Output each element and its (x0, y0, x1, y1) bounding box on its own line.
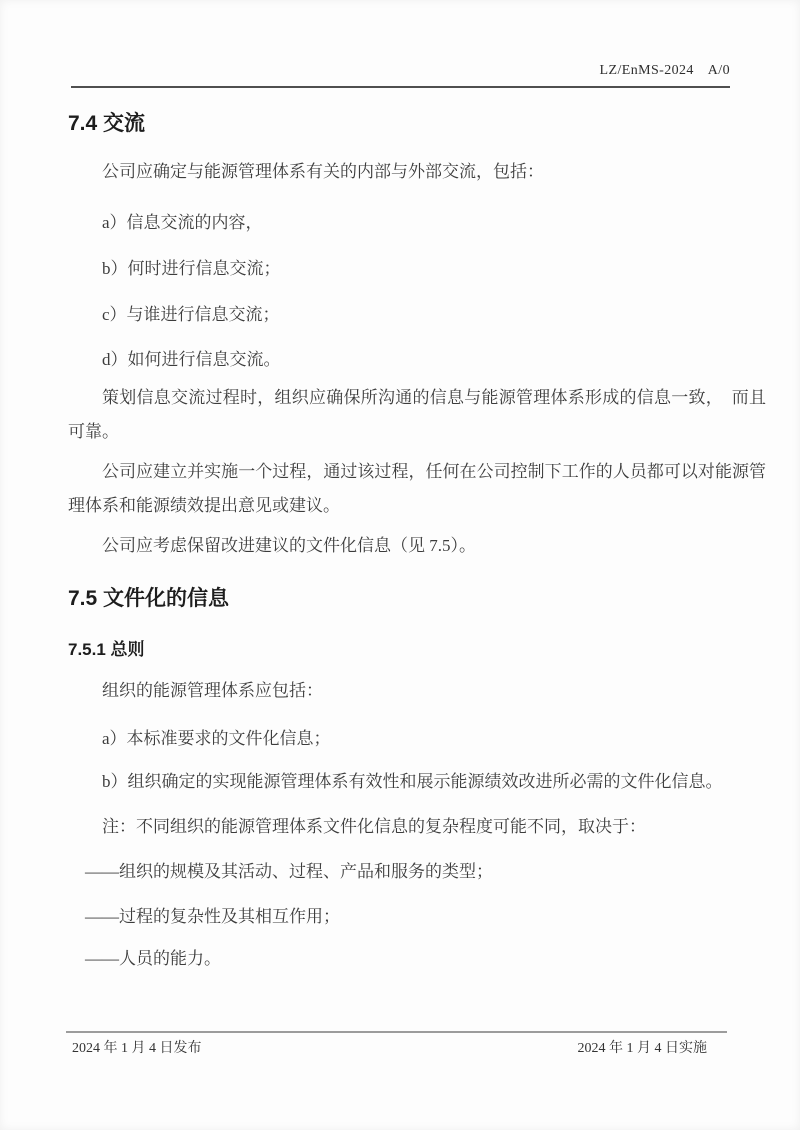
page-header (600, 63, 730, 79)
list-item-c: c）与谁进行信息交流； (102, 305, 280, 324)
section-7-5-1-intro: 组织的能源管理体系应包括： (102, 681, 323, 700)
paragraph-process: 公司应建立并实施一个过程，通过该过程，任何在公司控制下工作的人员都可以对能源管理体系和能源绩效提出意见或建议。 (68, 462, 766, 515)
document-content (68, 100, 766, 976)
footer-rule (66, 1031, 727, 1033)
list-item-b2: b）组织确定的实现能源管理体系有效性和展示能源绩效改进所必需的文件化信息。 (102, 772, 723, 791)
list-item-b: b）何时进行信息交流； (102, 259, 281, 278)
paragraph-planning: 策划信息交流过程时，组织应确保所沟通的信息与能源管理体系形成的信息一致， 而且可靠。 (68, 388, 766, 441)
footer-implement-date: 2024 年 1 月 4 日实施 (577, 1041, 707, 1056)
note-paragraph: 注：不同组织的能源管理体系文件化信息的复杂程度可能不同，取决于： (102, 817, 646, 836)
dash-item-1: ——组织的规模及其活动、过程、产品和服务的类型； (85, 862, 493, 881)
section-7-5-1-heading: 7.5.1 总则 (68, 640, 145, 659)
list-item-d: d）如何进行信息交流。 (102, 350, 281, 369)
section-7-4-intro: 公司应确定与能源管理体系有关的内部与外部交流，包括： (102, 162, 544, 181)
list-item-a: a）信息交流的内容， (102, 213, 263, 232)
list-item-a2: a）本标准要求的文件化信息； (102, 729, 331, 748)
paragraph-retain: 公司应考虑保留改进建议的文件化信息（见 7.5）。 (102, 536, 476, 555)
dash-item-3: ——人员的能力。 (85, 949, 221, 968)
footer-release-date: 2024 年 1 月 4 日发布 (72, 1041, 202, 1056)
doc-revision: A/0 (707, 63, 730, 78)
dash-item-2: ——过程的复杂性及其相互作用； (85, 907, 340, 926)
doc-code: LZ/EnMS-2024 (599, 63, 694, 78)
section-7-4-heading: 7.4 交流 (68, 112, 146, 135)
section-7-5-heading: 7.5 文件化的信息 (68, 587, 230, 610)
header-rule (71, 86, 730, 88)
